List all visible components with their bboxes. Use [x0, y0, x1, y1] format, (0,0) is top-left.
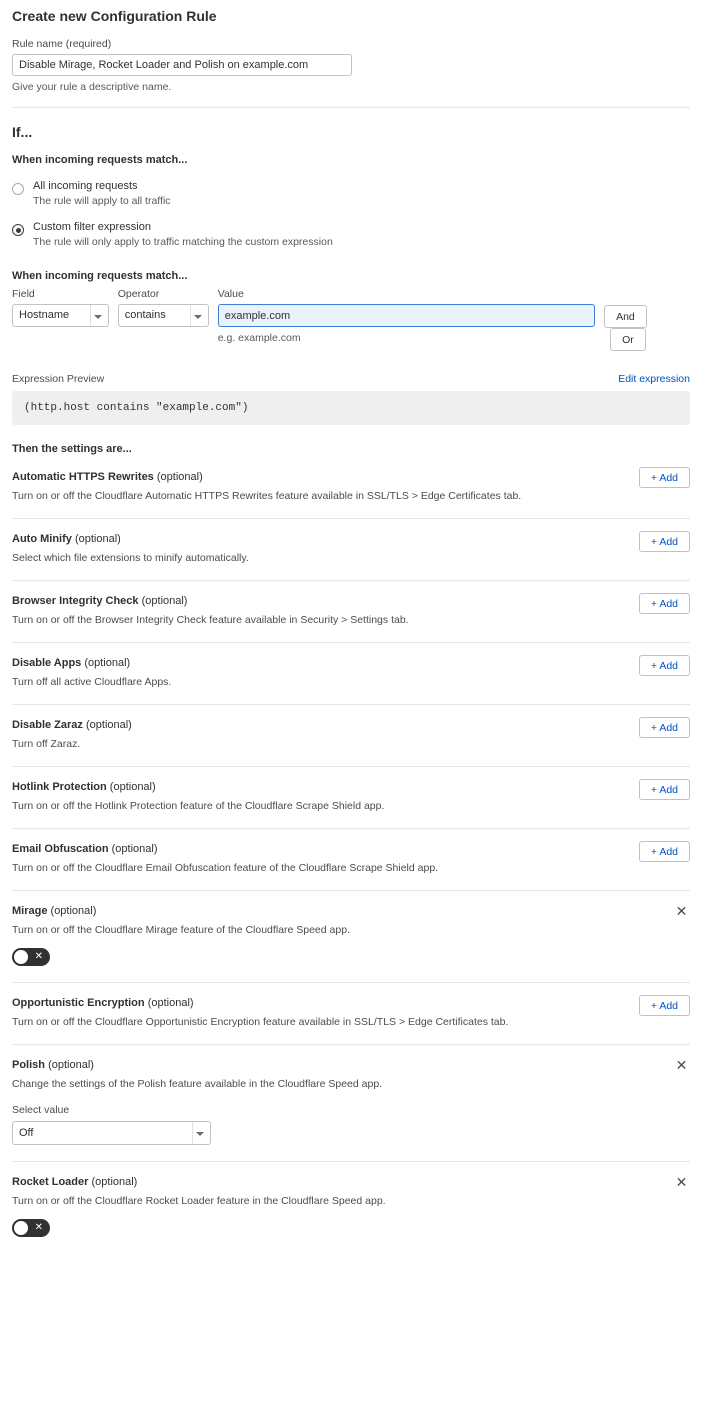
- setting-description: Turn off Zaraz.: [12, 738, 81, 750]
- expression-header: [12, 373, 690, 385]
- remove-button[interactable]: ✕: [673, 1057, 690, 1074]
- setting-optional: (optional): [111, 843, 158, 855]
- setting-optional: (optional): [48, 1059, 94, 1071]
- toggle-off-icon: ✕: [34, 951, 43, 962]
- chevron-down-icon: [196, 1132, 204, 1136]
- edit-expression-link[interactable]: Edit expression: [618, 373, 690, 385]
- setting-rocket-loader: [12, 1161, 690, 1253]
- field-column: [12, 288, 109, 327]
- add-button[interactable]: + Add: [639, 779, 690, 800]
- setting-name: Browser Integrity Check: [12, 595, 139, 607]
- field-label: Field: [12, 288, 35, 300]
- chevron-down-icon: [194, 315, 202, 319]
- add-button[interactable]: + Add: [639, 995, 690, 1016]
- field-select[interactable]: [12, 304, 109, 327]
- toggle-knob: [14, 1221, 28, 1235]
- setting-name: Disable Apps: [12, 657, 82, 669]
- setting-name: Hotlink Protection: [12, 781, 107, 793]
- add-button[interactable]: + Add: [639, 593, 690, 614]
- mirage-toggle[interactable]: [12, 948, 50, 966]
- chevron-down-icon: [94, 315, 102, 319]
- radio-description: The rule will only apply to traffic matching the custom expression: [33, 236, 333, 248]
- rule-name-input[interactable]: [12, 54, 352, 76]
- filter-heading: When incoming requests match...: [12, 270, 188, 282]
- rule-name-help: Give your rule a descriptive name.: [12, 81, 172, 93]
- setting-description: Select which file extensions to minify automatically.: [12, 552, 249, 564]
- toggle-off-icon: ✕: [34, 1222, 43, 1233]
- setting-disable-apps: [12, 642, 690, 704]
- select-divider: [90, 305, 91, 326]
- match-heading: When incoming requests match...: [12, 154, 188, 166]
- rocket-loader-toggle[interactable]: [12, 1219, 50, 1237]
- setting-description: Turn on or off the Cloudflare Mirage feature of the Cloudflare Speed app.: [12, 924, 350, 936]
- setting-polish: [12, 1044, 690, 1161]
- value-label: Value: [217, 288, 244, 300]
- setting-hotlink-protection: [12, 766, 690, 828]
- operator-select-value: contains: [124, 309, 166, 321]
- setting-optional: (optional): [147, 997, 194, 1009]
- setting-description: Turn on or off the Hotlink Protection feature of the Cloudflare Scrape Shield app.: [12, 800, 385, 812]
- setting-name: Mirage: [12, 905, 48, 917]
- toggle-knob: [14, 950, 28, 964]
- setting-optional: (optional): [156, 471, 203, 483]
- setting-email-obfuscation: [12, 828, 690, 890]
- setting-description: Turn on or off the Cloudflare Email Obfuscation feature of the Cloudflare Scrape Shield app.: [12, 862, 439, 874]
- setting-automatic-https-rewrites: [12, 455, 690, 518]
- add-button[interactable]: + Add: [639, 717, 690, 738]
- value-column: [218, 288, 595, 344]
- operator-label: Operator: [117, 288, 160, 300]
- setting-name: Polish: [12, 1059, 46, 1071]
- setting-mirage: [12, 890, 690, 982]
- radio-option-all-requests[interactable]: [12, 180, 690, 207]
- setting-description: Turn on or off the Cloudflare Opportunistic Encryption feature available in SSL/TLS > Edge Certificates tab.: [12, 1016, 509, 1028]
- operator-column: [118, 288, 209, 327]
- and-or-buttons: [604, 288, 690, 351]
- setting-description: Change the settings of the Polish feature available in the Cloudflare Speed app.: [12, 1078, 383, 1090]
- or-button[interactable]: Or: [610, 328, 646, 351]
- radio-label: Custom filter expression: [33, 221, 151, 233]
- field-select-value: Hostname: [19, 309, 70, 321]
- setting-browser-integrity-check: [12, 580, 690, 642]
- setting-description: Turn off all active Cloudflare Apps.: [12, 676, 172, 688]
- add-button[interactable]: + Add: [639, 531, 690, 552]
- setting-name: Email Obfuscation: [12, 843, 109, 855]
- polish-select-group: [12, 1104, 690, 1145]
- setting-description: Turn on or off the Browser Integrity Check feature available in Security > Settings tab.: [12, 614, 409, 626]
- filter-builder-row: [12, 288, 690, 351]
- select-divider: [192, 1122, 193, 1144]
- add-button[interactable]: + Add: [639, 655, 690, 676]
- remove-button[interactable]: ✕: [673, 1174, 690, 1191]
- radio-icon[interactable]: [12, 183, 24, 195]
- setting-optional: (optional): [91, 1176, 138, 1188]
- setting-name: Rocket Loader: [12, 1176, 89, 1188]
- radio-option-custom-filter[interactable]: [12, 221, 690, 248]
- value-input[interactable]: [218, 304, 595, 327]
- then-heading: Then the settings are...: [12, 443, 132, 455]
- add-button[interactable]: + Add: [639, 841, 690, 862]
- add-button[interactable]: + Add: [639, 467, 690, 488]
- page-title: Create new Configuration Rule: [12, 8, 217, 24]
- setting-description: Turn on or off the Cloudflare Automatic HTTPS Rewrites feature available in SSL/TLS > Edge Certificates tab.: [12, 490, 522, 502]
- setting-name: Auto Minify: [12, 533, 72, 545]
- setting-optional: (optional): [109, 781, 156, 793]
- setting-optional: (optional): [84, 657, 131, 669]
- and-button[interactable]: And: [604, 305, 647, 328]
- setting-name: Automatic HTTPS Rewrites: [12, 471, 154, 483]
- radio-description: The rule will apply to all traffic: [33, 195, 171, 207]
- rule-name-label: Rule name (required): [12, 38, 112, 50]
- setting-optional: (optional): [141, 595, 188, 607]
- remove-button[interactable]: ✕: [673, 903, 690, 920]
- setting-description: Turn on or off the Cloudflare Rocket Loader feature in the Cloudflare Speed app.: [12, 1195, 386, 1207]
- setting-optional: (optional): [74, 533, 121, 545]
- setting-name: Opportunistic Encryption: [12, 997, 145, 1009]
- setting-opportunistic-encryption: [12, 982, 690, 1044]
- radio-icon-selected[interactable]: [12, 224, 24, 236]
- polish-select-value: Off: [19, 1127, 34, 1139]
- polish-select-label: Select value: [12, 1104, 70, 1116]
- select-divider: [190, 305, 191, 326]
- expression-preview-text: (http.host contains "example.com"): [12, 391, 690, 425]
- operator-select[interactable]: [118, 304, 209, 327]
- expression-preview-label: Expression Preview: [12, 373, 105, 385]
- divider: [12, 107, 690, 108]
- radio-label: All incoming requests: [33, 180, 138, 192]
- polish-select[interactable]: [12, 1121, 211, 1145]
- setting-optional: (optional): [50, 905, 97, 917]
- if-heading: If...: [12, 124, 33, 140]
- setting-auto-minify: [12, 518, 690, 580]
- value-help: e.g. example.com: [217, 332, 301, 344]
- rule-name-group: [12, 38, 690, 93]
- setting-disable-zaraz: [12, 704, 690, 766]
- setting-name: Disable Zaraz: [12, 719, 83, 731]
- setting-optional: (optional): [85, 719, 132, 731]
